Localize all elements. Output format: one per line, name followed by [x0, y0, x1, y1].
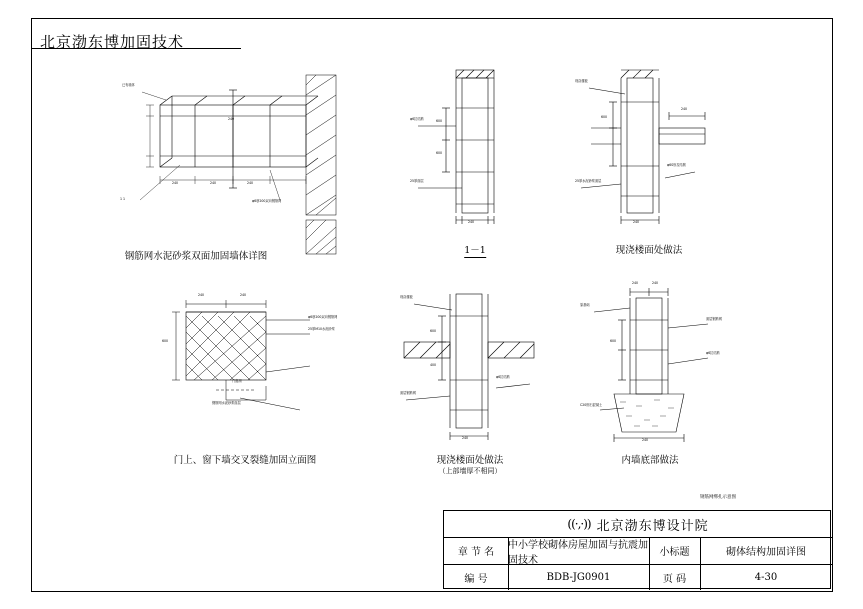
figure6-label-foundation: 原基础 — [580, 303, 590, 307]
figure4-label-mesh: φ6@200双向钢筋网 — [308, 315, 338, 319]
figure5-label-slab: 现浇楼板 — [400, 295, 413, 299]
figure1-dim-2: 240 — [210, 181, 217, 185]
company-logo-icon: ((·,·)) — [567, 517, 591, 532]
chapter-label: 章 节 名 — [457, 547, 495, 559]
figure2-dim-240: 240 — [468, 220, 475, 224]
figure3-dim-240: 240 — [633, 220, 640, 224]
figure-section-1-1 — [410, 68, 540, 228]
figure-interior-wall-base-detail — [580, 281, 740, 443]
page-label: 页 码 — [662, 573, 687, 585]
figure6-dim-240b: 240 — [652, 281, 659, 285]
figure5-label-tie: φ6拉结筋 — [496, 375, 510, 379]
figure5-caption: 现浇楼面处做法 — [436, 455, 504, 466]
figure5-caption-sub: （上部墙厚不相同） — [438, 467, 502, 475]
figure6-label-concrete: C20细石混凝土 — [580, 403, 603, 407]
figure6-label-tie: φ6拉结筋 — [706, 351, 720, 355]
drawing-note: 钢筋网绑扎示意图 — [700, 495, 736, 500]
subtitle-label: 小标题 — [659, 547, 690, 559]
figure6-dim-600: 600 — [610, 339, 617, 343]
figure1-dim-4: 240 — [228, 117, 235, 121]
figure2-label-facing: 25厚面层 — [410, 179, 424, 183]
figure4-dim-240a: 240 — [198, 293, 205, 297]
figure-cast-in-place-floor-detail — [575, 68, 725, 228]
figure6-dim-base: 240 — [642, 438, 649, 442]
figure2-label-tie: φ6拉结筋 — [410, 117, 424, 121]
title-block-company-row — [444, 511, 832, 537]
figure1-caption: 钢筋网水泥砂浆双面加固墙体详图 — [124, 251, 268, 262]
figure4-dim-600: 600 — [162, 339, 169, 343]
figure5-dim-240: 240 — [462, 436, 469, 440]
figure5-dim-600: 600 — [430, 329, 437, 333]
figure4-label-facing: 钢筋网水泥砂浆面层 — [212, 401, 241, 405]
figure4-label-opening: 门窗洞 — [232, 379, 242, 383]
title-block-row-chapter — [444, 537, 832, 566]
title-block — [443, 510, 831, 589]
figure-floor-detail-different-thickness — [400, 288, 550, 443]
figure3-label-facing: 25厚水泥砂浆面层 — [575, 179, 602, 183]
figure6-dim-240a: 240 — [632, 281, 639, 285]
figure-wall-reinforcement-detail — [120, 70, 350, 240]
figure3-caption: 现浇楼面处做法 — [615, 245, 683, 256]
page-value: 4-30 — [754, 571, 778, 583]
figure1-dim-1: 240 — [172, 181, 179, 185]
figure2-dim-600b: 600 — [436, 151, 443, 155]
title-block-row-number — [444, 564, 832, 590]
figure3-dim-600: 600 — [601, 115, 608, 119]
figure1-label-existing-wall: 已有墙体 — [122, 83, 135, 87]
company-name — [444, 511, 832, 537]
figure1-dim-3: 240 — [247, 181, 254, 185]
figure4-caption: 门上、窗下墙交叉裂缝加固立面图 — [173, 455, 317, 466]
figure1-label-mesh: 1 1 — [120, 197, 126, 201]
figure5-dim-400: 400 — [430, 363, 437, 367]
figure3-label-tie: φ6S形拉结筋 — [667, 163, 686, 167]
figure2-dim-600a: 600 — [436, 119, 443, 123]
number-value: BDB-JG0901 — [546, 571, 611, 583]
figure6-caption: 内墙底部做法 — [621, 455, 679, 466]
figure4-label-mortar: 25厚M10水泥砂浆 — [308, 327, 335, 331]
figure3-label-slab: 现浇楼板 — [575, 79, 588, 83]
chapter-value: 中小学校砌体房屋加固与抗震加固技术 — [508, 539, 648, 566]
figure-crack-reinforcement-elevation — [160, 290, 370, 435]
figure5-label-mesh: 面层钢筋网 — [400, 391, 416, 395]
figure1-label-mortar: φ6@200双向钢筋网 — [252, 199, 282, 203]
number-label: 编 号 — [464, 573, 488, 585]
subtitle-value: 砌体结构加固详图 — [726, 547, 806, 559]
page-title: 北京渤东博加固技术 — [40, 33, 185, 51]
figure2-caption: 1－1 — [464, 245, 486, 256]
company-name-text: 北京渤东博设计院 — [596, 518, 709, 534]
figure6-label-mesh: 面层钢筋网 — [706, 317, 722, 321]
figure3-dim-240b: 240 — [681, 107, 688, 111]
figure4-dim-240b: 240 — [240, 293, 247, 297]
